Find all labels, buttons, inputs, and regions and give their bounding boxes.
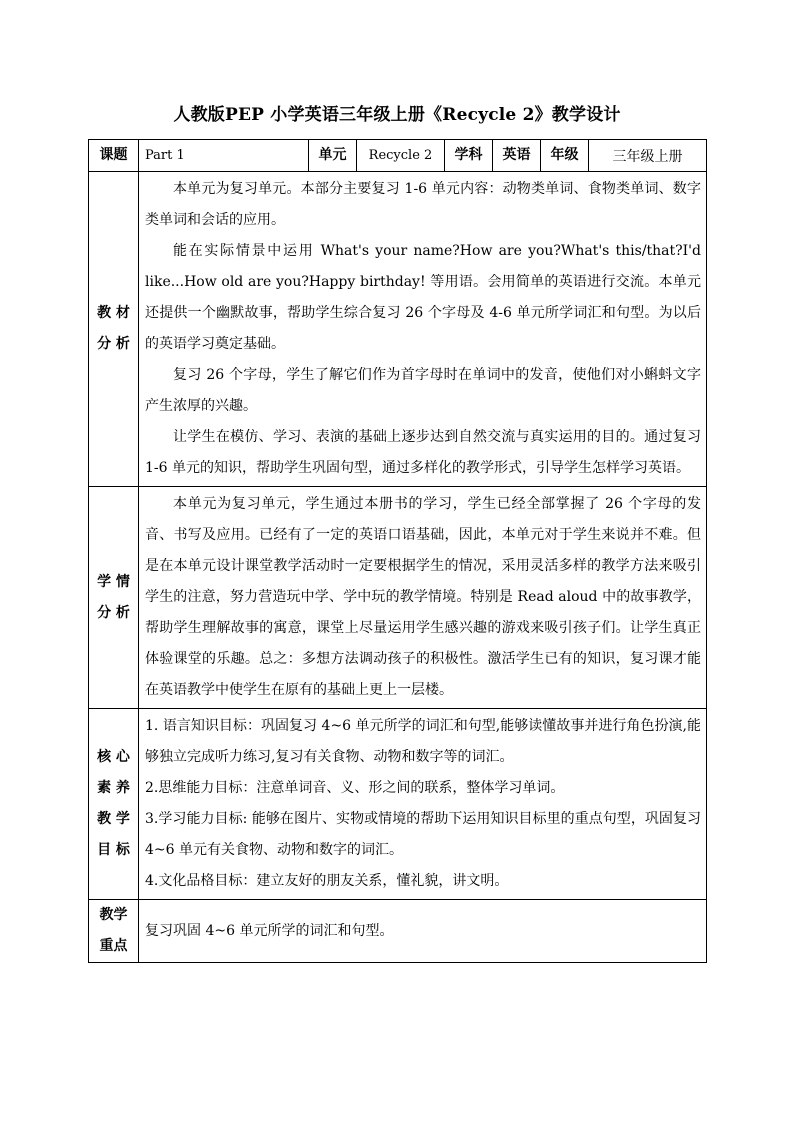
material-paragraph: 复习 26 个字母，学生了解它们作为首字母时在单词中的发音，使他们对小蝌蚪文字产生浓厚的兴趣。 <box>145 367 701 414</box>
page-title: 人教版PEP 小学英语三年级上册《Recycle 2》教学设计 <box>173 105 621 125</box>
grade-value: 三年级上册 <box>589 140 707 172</box>
core-goals-row <box>89 709 707 900</box>
goal-item: 3.学习能力目标: 能够在图片、实物或情境的帮助下运用知识目标里的重点句型，巩固复习 4~6 单元有关食物、动物和数字的词汇。 <box>145 811 701 858</box>
lesson-label: 课题 <box>89 140 139 172</box>
unit-label: 单元 <box>309 140 357 172</box>
student-paragraph: 本单元为复习单元，学生通过本册书的学习，学生已经全部掌握了 26 个字母的发音、书写及应用。已经有了一定的英语口语基础，因此，本单元对于学生来说并不难。但是在本单元设计课堂教学活动时一定要根据学生的情况，采用灵活多样的教学方法来吸引学生的注意，努力营造玩中学、学中玩的教学情境。特别是 Read aloud 中的故事教学，帮助学生理解故事的寓意，课堂上尽量运用学生感兴趣的游戏来吸引孩子们。让学生真正体验课堂的乐趣。总之：多想方法调动孩子的积极性。激活学生已有的知识，复习课才能在英语教学中使学生在原有的基础上更上一层楼。 <box>145 496 701 698</box>
student-analysis-row <box>89 487 707 709</box>
student-analysis-content <box>139 487 707 709</box>
student-analysis-label: 学 情 分 析 <box>89 487 139 709</box>
key-points-text: 复习巩固 4~6 单元所学的词汇和句型。 <box>145 922 394 939</box>
material-paragraph: 能在实际情景中运用 What's your name?How are you?What's this/that?I'd like...How old are you?Happy birthday! 等用语。会用简单的英语进行交流。本单元还提供一个幽默故事，帮助学生综合复习 26 个字母及 4-6 单元所学词汇和句型。为以后的英语学习奠定基础。 <box>145 243 701 352</box>
material-paragraph: 本单元为复习单元。本部分主要复习 1-6 单元内容：动物类单词、食物类单词、数字类单词和会话的应用。 <box>145 181 701 228</box>
subject-label: 学科 <box>445 140 493 172</box>
material-analysis-row <box>89 172 707 487</box>
core-goals-label: 核 心 素 养 教 学 目 标 <box>89 709 139 900</box>
subject-value: 英语 <box>493 140 541 172</box>
material-analysis-content <box>139 172 707 487</box>
core-goals-content <box>139 709 707 900</box>
grade-label: 年级 <box>541 140 589 172</box>
unit-value: Recycle 2 <box>357 140 445 172</box>
key-points-row <box>89 900 707 963</box>
material-paragraph: 让学生在模仿、学习、表演的基础上逐步达到自然交流与真实运用的目的。通过复习 1-6 单元的知识，帮助学生巩固句型，通过多样化的教学形式，引导学生怎样学习英语。 <box>145 429 701 476</box>
key-points-label: 教学 重点 <box>89 900 139 963</box>
lesson-value: Part 1 <box>139 140 309 172</box>
material-analysis-label: 教 材 分 析 <box>89 172 139 487</box>
goal-item: 2.思维能力目标：注意单词音、义、形之间的联系，整体学习单词。 <box>145 780 565 796</box>
key-points-content <box>139 900 707 963</box>
goal-item: 1. 语言知识目标：巩固复习 4~6 单元所学的词汇和句型,能够读懂故事并进行角色扮演,能够独立完成听力练习,复习有关食物、动物和数字等的词汇。 <box>145 718 701 765</box>
header-row <box>89 140 707 172</box>
lesson-plan-table <box>88 139 707 963</box>
goal-item: 4.文化品格目标：建立友好的朋友关系，懂礼貌，讲文明。 <box>145 873 509 889</box>
